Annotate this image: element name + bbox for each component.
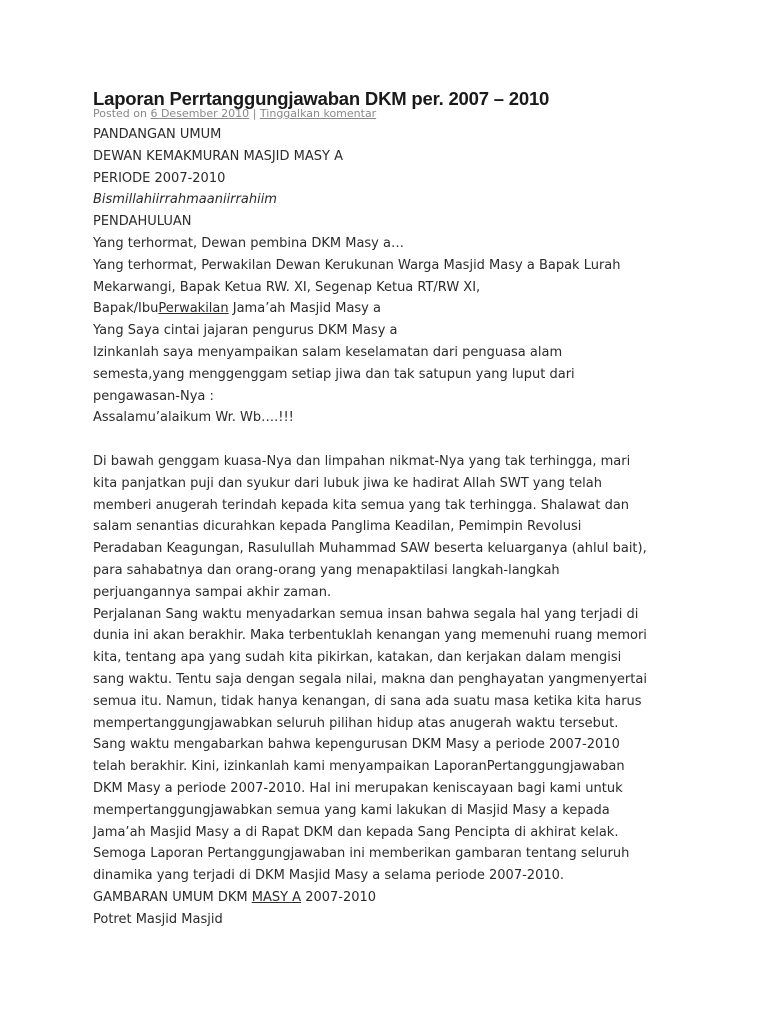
text-line: para sahabatnya dan orang-orang yang menapaktilasi langkah-langkah	[93, 562, 560, 578]
text-span: GAMBARAN UMUM DKM	[93, 889, 252, 905]
blank-line	[93, 429, 693, 451]
text-line: PANDANGAN UMUM	[93, 127, 222, 142]
text-line: mempertanggungjawabkan seluruh pilihan hidup atas anugerah waktu tersebut.	[93, 715, 619, 731]
text-line: semua itu. Namun, tidak hanya kenangan, di sana ada suatu masa ketika kita harus	[93, 693, 642, 709]
text-line-italic: Bismillahiirrahmaaniirrahiim	[93, 192, 277, 208]
text-line	[93, 298, 693, 320]
text-line: Mekarwangi, Bapak Ketua RW. XI, Segenap Ketua RT/RW XI,	[93, 279, 481, 295]
leave-comment-link[interactable]: Tinggalkan komentar	[259, 107, 377, 120]
text-line: Perjalanan Sang waktu menyadarkan semua insan bahwa segala hal yang terjadi di	[93, 606, 639, 622]
posted-on-label: Posted on	[93, 107, 147, 120]
text-line: Jama’ah Masjid Masy a di Rapat DKM dan kepada Sang Pencipta di akhirat kelak.	[93, 824, 619, 840]
text-line: perjuangannya sampai akhir zaman.	[93, 584, 332, 600]
text-line: Yang terhormat, Perwakilan Dewan Kerukunan Warga Masjid Masy a Bapak Lurah	[93, 257, 621, 273]
text-line: Potret Masjid Masjid	[93, 911, 223, 927]
text-line: PENDAHULUAN	[93, 214, 192, 230]
text-line: Izinkanlah saya menyampaikan salam keselamatan dari penguasa alam	[93, 344, 563, 360]
post-date-link[interactable]: 6 Desember 2010	[150, 107, 250, 120]
text-line: dunia ini akan berakhir. Maka terbentuklah kenangan yang memenuhi ruang memori	[93, 628, 647, 644]
post-title: Laporan Perrtanggungjawaban DKM per. 2007 – 2010	[93, 88, 550, 109]
text-line: pengawasan-Nya :	[93, 388, 214, 404]
text-line: kita, tentang apa yang sudah kita pikirkan, katakan, dan kerjakan dalam mengisi	[93, 650, 622, 666]
meta-separator: |	[252, 107, 257, 120]
text-line: mempertanggungjawabkan semua yang kami lakukan di Masjid Masy a kepada	[93, 802, 610, 818]
text-line: telah berakhir. Kini, izinkanlah kami menyampaikan LaporanPertanggungjawaban	[93, 759, 625, 775]
text-line: memberi anugerah terindah kepada kita semua yang tak terhingga. Shalawat dan	[93, 497, 630, 513]
post-body	[93, 124, 693, 930]
text-line: Di bawah genggam kuasa-Nya dan limpahan nikmat-Nya yang tak terhingga, mari	[93, 453, 631, 469]
text-line: Assalamu’alaikum Wr. Wb….!!!	[93, 410, 294, 426]
text-line: DEWAN KEMAKMURAN MASJID MASY A	[93, 148, 343, 164]
perwakilan-link[interactable]: Perwakilan	[158, 301, 229, 317]
text-line: salam senantias dicurahkan kepada Panglima Keadilan, Pemimpin Revolusi	[93, 519, 582, 535]
text-span: Jama’ah Masjid Masy a	[228, 301, 381, 317]
text-line: Sang waktu mengabarkan bahwa kepengurusan DKM Masy a periode 2007-2010	[93, 737, 620, 753]
text-line: PERIODE 2007-2010	[93, 170, 226, 186]
text-line: dinamika yang terjadi di DKM Masjid Masy a selama periode 2007-2010.	[93, 868, 565, 884]
text-span: Bapak/Ibu	[93, 301, 159, 317]
text-line: Yang terhormat, Dewan pembina DKM Masy a…	[93, 235, 404, 251]
text-line: kita panjatkan puji dan syukur dari lubuk jiwa ke hadirat Allah SWT yang telah	[93, 475, 602, 491]
masy-a-link[interactable]: MASY A	[251, 889, 302, 905]
text-line: Peradaban Keagungan, Rasulullah Muhammad SAW beserta keluarganya (ahlul bait),	[93, 541, 647, 557]
article	[93, 86, 693, 930]
text-line: Semoga Laporan Pertanggungjawaban ini memberikan gambaran tentang seluruh	[93, 846, 630, 862]
text-line: DKM Masy a periode 2007-2010. Hal ini merupakan keniscayaan bagi kami untuk	[93, 780, 623, 796]
text-span: 2007-2010	[301, 889, 377, 905]
text-line: Yang Saya cintai jajaran pengurus DKM Masy a	[93, 323, 398, 339]
text-line	[93, 887, 693, 909]
text-line: semesta,yang menggenggam setiap jiwa dan tak satupun yang luput dari	[93, 366, 575, 382]
text-line: sang waktu. Tentu saja dengan segala nilai, makna dan penghayatan yangmenyertai	[93, 671, 647, 687]
